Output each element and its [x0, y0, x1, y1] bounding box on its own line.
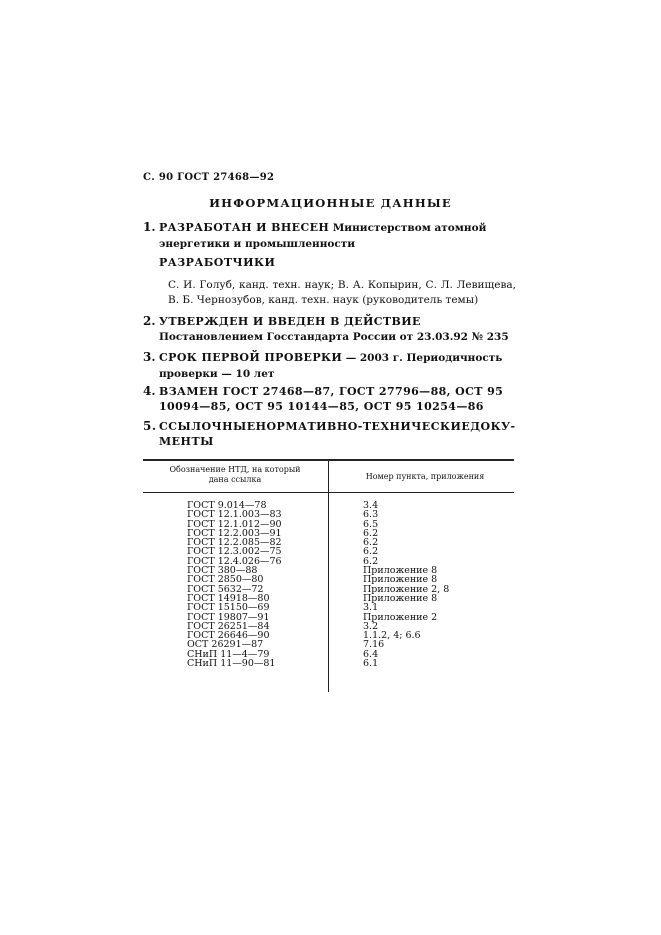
table-column-docs — [187, 501, 282, 668]
table-cell-ref: Приложение 8 — [363, 574, 438, 586]
section-5-word-1: ССЫЛОЧНЫЕ — [159, 420, 256, 433]
table-cell-doc: ГОСТ 12.2.003—91 — [187, 527, 282, 539]
developers-list: С. И. Голуб, канд. техн. наук; В. А. Копырин, С. Л. Левищева, В. Б. Чернозубов, канд. техн. наук (руководитель темы) — [168, 279, 516, 306]
section-1-text: Министерством атомной энергетики и промышленности — [159, 222, 487, 250]
table-cell-doc: ГОСТ 26251—84 — [187, 620, 270, 632]
table-column-divider — [328, 459, 329, 692]
table-cell-ref: 7.16 — [363, 639, 385, 651]
table-cell-ref: 1.1.2, 4; 6.6 — [363, 630, 421, 642]
section-3-heading: СРОК ПЕРВОЙ ПРОВЕРКИ — [159, 351, 343, 364]
table-cell-doc: ОСТ 26291—87 — [187, 639, 264, 651]
table-cell-ref: 3.2 — [363, 620, 379, 632]
section-4-heading: ВЗАМЕН ГОСТ 27468—87, ГОСТ 27796—88, ОСТ 95 10094—85, ОСТ 95 10144—85, ОСТ 95 10254—86 — [159, 385, 504, 413]
section-5 — [143, 419, 515, 449]
table-cell-doc: ГОСТ 5632—72 — [187, 583, 264, 595]
page-title: ИНФОРМАЦИОННЫЕ ДАННЫЕ — [209, 196, 452, 210]
table-cell-doc: ГОСТ 380—88 — [187, 565, 258, 577]
section-4-number: 4. — [143, 384, 156, 398]
table-cell-doc: ГОСТ 15150—69 — [187, 602, 270, 614]
table-cell-doc: ГОСТ 19807—91 — [187, 611, 270, 623]
section-2-heading: УТВЕРЖДЕН И ВВЕДЕН В ДЕЙСТВИЕ — [159, 315, 421, 328]
table-cell-doc: СНиП 11—90—81 — [187, 658, 276, 670]
section-5-word-2: НОРМАТИВНО-ТЕХНИЧЕСКИЕ — [255, 420, 471, 433]
table-cell-ref: 6.2 — [363, 555, 379, 567]
table-cell-doc: ГОСТ 12.1.003—83 — [187, 509, 282, 521]
table-cell-ref: 6.2 — [363, 546, 379, 558]
table-cell-doc: ГОСТ 12.4.026—76 — [187, 555, 282, 567]
section-1-heading: РАЗРАБОТАН И ВНЕСЕН — [159, 221, 330, 234]
table-header-ref: Номер пункта, приложения — [365, 472, 485, 481]
table-cell-ref: Приложение 8 — [363, 592, 438, 604]
table-cell-ref: 3.1 — [363, 602, 379, 614]
section-1-number: 1. — [143, 220, 156, 234]
section-3-number: 3. — [143, 350, 156, 364]
table-cell-doc: ГОСТ 9.014—78 — [187, 500, 267, 511]
section-2-number: 2. — [143, 314, 156, 328]
section-3-text: — 2003 г. Периодичность проверки — 10 лет — [159, 352, 503, 380]
page-header-code: С. 90 ГОСТ 27468—92 — [143, 172, 275, 183]
section-5-number: 5. — [143, 419, 157, 433]
table-cell-doc: ГОСТ 2850—80 — [187, 574, 264, 586]
table-header-doc: Обозначение НТД, на который дана ссылка — [169, 465, 301, 484]
table-cell-doc: СНиП 11—4—79 — [187, 648, 270, 660]
table-cell-ref: Приложение 8 — [363, 565, 438, 577]
table-cell-ref: 6.5 — [363, 518, 379, 530]
table-cell-ref: Приложение 2, 8 — [363, 583, 450, 595]
section-3 — [143, 350, 515, 382]
section-4 — [143, 384, 515, 414]
section-1 — [143, 220, 515, 252]
developers-heading: РАЗРАБОТЧИКИ — [159, 256, 276, 269]
table-cell-doc: ГОСТ 12.1.012—90 — [187, 518, 282, 530]
table-cell-ref: 6.2 — [363, 527, 379, 539]
table-cell-ref: 6.3 — [363, 509, 379, 521]
table-column-refs — [363, 501, 449, 668]
table-cell-ref: 6.1 — [363, 658, 379, 670]
section-5-line-2: МЕНТЫ — [159, 435, 214, 448]
table-cell-doc: ГОСТ 12.2.085—82 — [187, 537, 282, 549]
table-cell-doc: ГОСТ 26646—90 — [187, 630, 270, 642]
table-cell-ref: Приложение 2 — [363, 611, 438, 623]
table-cell-ref: 6.2 — [363, 537, 379, 549]
section-2 — [143, 314, 515, 345]
table-cell-doc: ГОСТ 14918—80 — [187, 592, 270, 604]
table-cell-ref: 6.4 — [363, 648, 379, 660]
table-cell-ref: 3.4 — [363, 500, 379, 511]
section-5-word-3: ДОКУ- — [470, 420, 516, 433]
table-cell-doc: ГОСТ 12.3.002—75 — [187, 546, 282, 558]
section-2-text: Постановлением Госстандарта России от 23.03.92 № 235 — [159, 331, 509, 343]
